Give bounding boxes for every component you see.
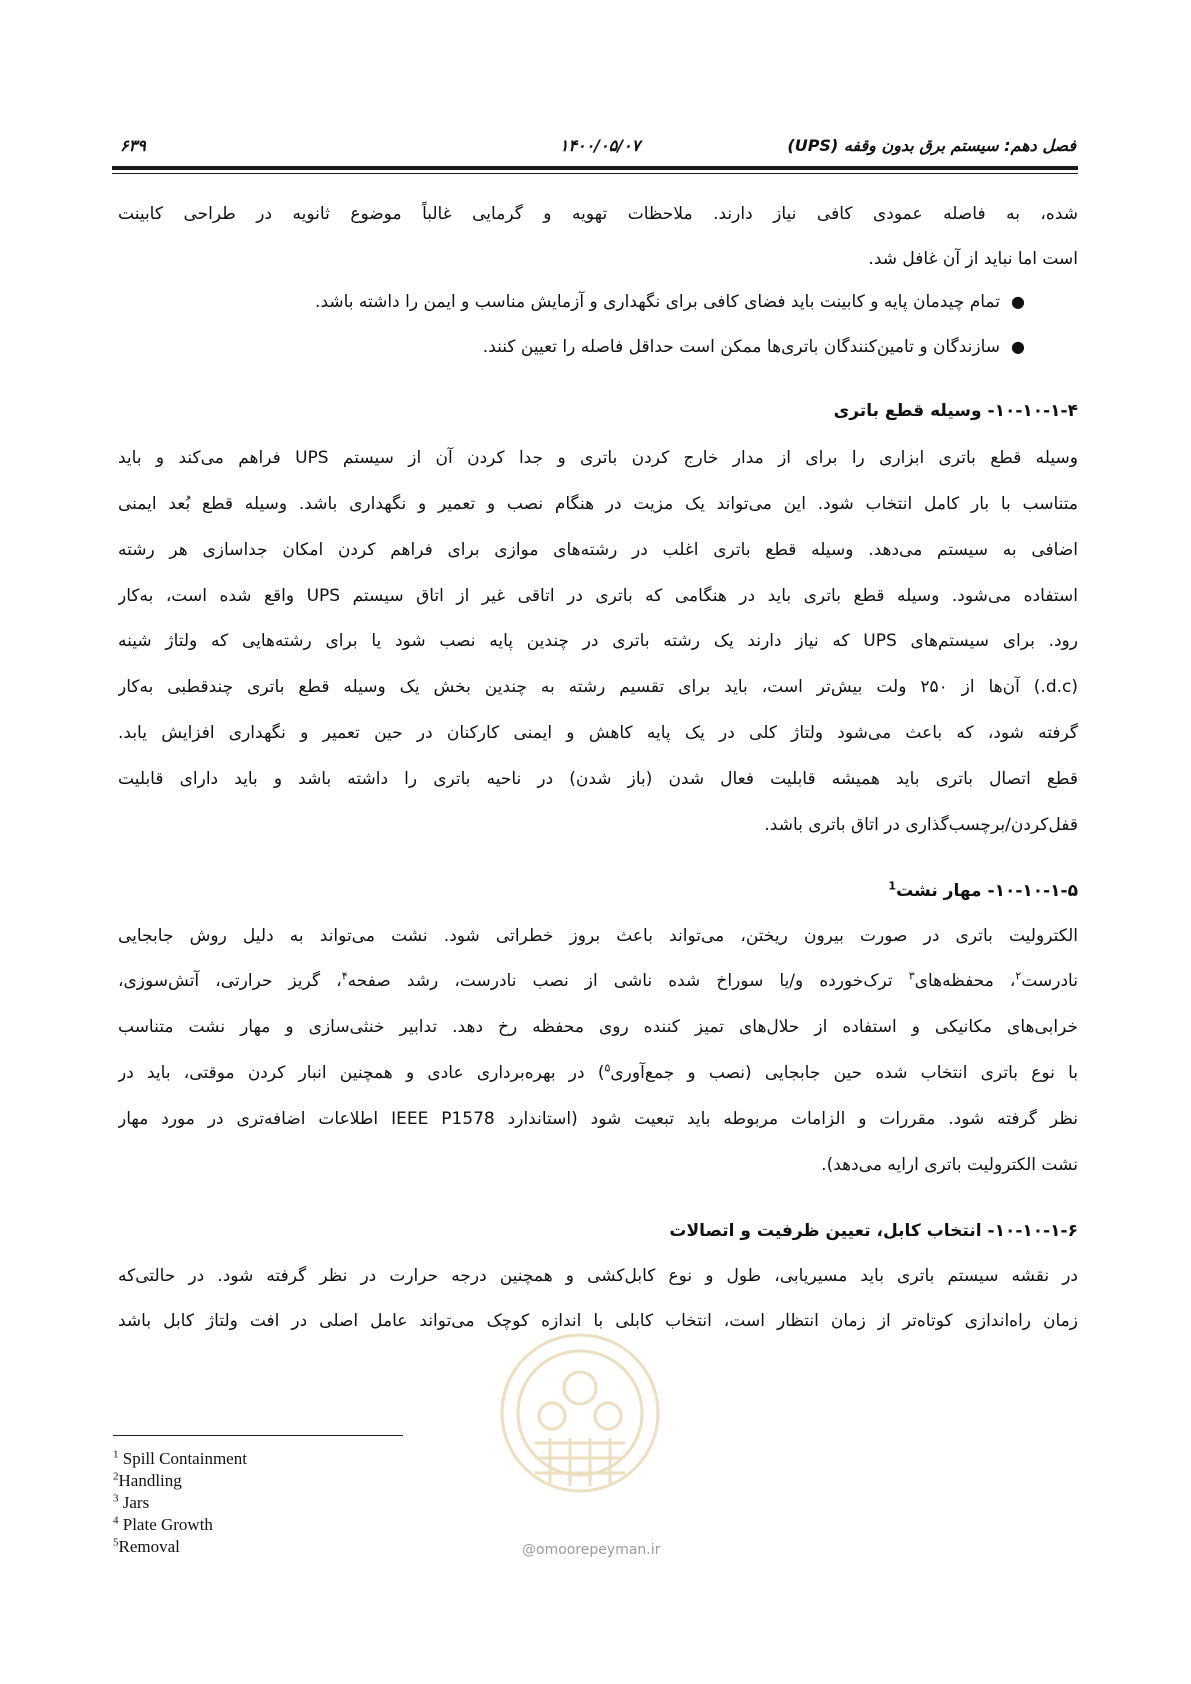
- footnote-separator: [113, 1435, 403, 1436]
- watermark-logo-icon: [490, 1318, 670, 1518]
- watermark-text: @omoorepeyman.ir: [522, 1542, 661, 1558]
- bullet-icon: ●: [1011, 292, 1025, 311]
- text-run: نادرست: [1021, 971, 1078, 991]
- section-heading-text: ۱۰-۱۰-۱-۵- مهار نشت: [896, 881, 1078, 901]
- footnote-ref: ۳: [908, 969, 915, 983]
- chapter-title: فصل دهم: سیستم برق بدون وقفه (UPS): [787, 136, 1076, 155]
- footnote-number: 2: [113, 1470, 119, 1483]
- footnote-number: 4: [113, 1514, 119, 1527]
- header-date: ۱۴۰۰/۰۵/۰۷: [559, 136, 641, 155]
- paragraph-line: در نقشه سیستم باتری باید مسیریابی، طول و نوع کابل‌کشی و همچنین درجه حرارت در نظر گرفته شود. در حالتی‌که: [118, 1266, 1078, 1286]
- footnote-ref: 1: [888, 879, 897, 893]
- footnote: [113, 1448, 247, 1470]
- footnote-text: Spill Containment: [122, 1449, 247, 1468]
- paragraph-line: وسیله قطع باتری ابزاری را برای از مدار خارج کردن باتری و جدا کردن آن از سیستم UPS فراهم می‌کند و باید: [118, 448, 1078, 468]
- bullet-icon: ●: [1011, 337, 1025, 356]
- bullet-item: سازندگان و تامین‌کنندگان باتری‌ها ممکن است حداقل فاصله را تعیین کنند.: [482, 337, 1000, 357]
- bullet-item: تمام چیدمان پایه و کابینت باید فضای کافی برای نگهداری و آزمایش مناسب و ایمن را داشته باشد.: [315, 292, 1000, 312]
- paragraph-line: (d.c.) آن‌ها از ۲۵۰ ولت بیش‌تر است، باید برای تقسیم رشته به چندین بخش یک وسیله قطع باتری چندقطبی به‌کار: [118, 677, 1078, 697]
- paragraph-line: قطع اتصال باتری باید همیشه قابلیت فعال شدن (باز شدن) در ناحیه باتری را داشته باشد و باید دارای قابلیت: [118, 769, 1078, 789]
- paragraph-line: [118, 966, 1078, 996]
- footnote: [113, 1514, 213, 1536]
- page-number: ۶۳۹: [120, 136, 146, 155]
- paragraph-line: خرابی‌های مکانیکی و استفاده از حلال‌های تمیز کننده روی محفظه رخ دهد. تدابیر خنثی‌سازی و مهار نشت متناسب: [118, 1017, 1078, 1037]
- footnote: [113, 1492, 149, 1514]
- footnote: [113, 1536, 180, 1558]
- paragraph-line: است اما نباید از آن غافل شد.: [868, 249, 1078, 269]
- section-heading: [888, 876, 1078, 906]
- paragraph-line: متناسب با بار کامل انتخاب شود. این می‌تواند یک مزیت در هنگام نصب و تعمیر و نگهداری باشد. وسیله قطع بُعد ایمنی: [118, 494, 1078, 514]
- paragraph-line: زمان راه‌اندازی کوتاه‌تر از زمان انتظار است، انتخاب کابلی با اندازه کوچک می‌تواند عامل اصلی در افت ولتاژ کابل باشد: [118, 1311, 1078, 1331]
- paragraph-line: گرفته شود، که باعث می‌شود ولتاژ کلی در یک پایه کاهش و ایمنی کارکنان در حین تعمیر و نگهداری افزایش یابد.: [118, 723, 1078, 743]
- paragraph-line: استفاده می‌شود. وسیله قطع باتری باید در هنگامی که باتری در اتاقی غیر از اتاق سیستم UPS واقع شده است، به‌کار: [118, 586, 1078, 606]
- text-run: ، گریز حرارتی، آتش‌سوزی،: [118, 971, 342, 991]
- header-rule-thin: [112, 173, 1078, 174]
- footnote-text: Plate Growth: [122, 1515, 213, 1534]
- footnote-ref: ۵: [604, 1061, 611, 1075]
- footnote-number: 1: [113, 1448, 119, 1461]
- footnote-ref: ۴: [341, 969, 348, 983]
- text-run: ترک‌خورده و/یا سوراخ شده ناشی از نصب نادرست، رشد صفحه: [347, 971, 909, 991]
- footnote-text: Handling: [118, 1471, 182, 1490]
- footnote-number: 3: [113, 1492, 119, 1505]
- paragraph-line: شده، به فاصله عمودی کافی نیاز دارند. ملاحظات تهویه و گرمایی غالباً موضوع ثانویه در طراحی کابینت: [118, 204, 1078, 224]
- text-run: ، محفظه‌های: [914, 971, 1016, 991]
- paragraph-line: رود. برای سیستم‌های UPS که نیاز دارند یک رشته باتری در چندین پایه نصب شود یا برای رشته‌هایی که ولتاژ شینه: [118, 631, 1078, 651]
- paragraph-line: اضافی به سیستم می‌دهد. وسیله قطع باتری اغلب در رشته‌های موازی برای فراهم کردن امکان جداسازی هر رشته: [118, 540, 1078, 560]
- paragraph-line: قفل‌کردن/برچسب‌گذاری در اتاق باتری باشد.: [764, 815, 1078, 835]
- footnote-ref: ۲: [1015, 969, 1022, 983]
- section-heading: ۱۰-۱۰-۱-۶- انتخاب کابل، تعیین ظرفیت و اتصالات: [669, 1221, 1078, 1241]
- paragraph-line: نظر گرفته شود. مقررات و الزامات مربوطه باید تبعیت شود (استاندارد IEEE P1578 اطلاعات اضافه‌تری در مورد مهار: [118, 1109, 1078, 1129]
- header-rule-thick: [112, 166, 1078, 170]
- footnote-text: Removal: [118, 1537, 180, 1556]
- footnote-text: Jars: [122, 1493, 150, 1512]
- footnote-number: 5: [113, 1536, 119, 1549]
- footnote: [113, 1470, 182, 1492]
- section-heading: ۱۰-۱۰-۱-۴- وسیله قطع باتری: [833, 401, 1078, 421]
- text-run: با نوع باتری انتخاب شده حین جابجایی (نصب و جمع‌آوری: [610, 1063, 1078, 1083]
- text-run: ) در بهره‌برداری عادی و همچنین انبار کردن موقتی، باید در: [118, 1063, 605, 1083]
- paragraph-line: [118, 1058, 1078, 1088]
- paragraph-line: الکترولیت باتری در صورت بیرون ریختن، می‌تواند باعث بروز خطراتی شود. نشت می‌تواند به دلیل روش جابجایی: [118, 926, 1078, 946]
- paragraph-line: نشت الکترولیت باتری ارایه می‌دهد).: [821, 1155, 1078, 1175]
